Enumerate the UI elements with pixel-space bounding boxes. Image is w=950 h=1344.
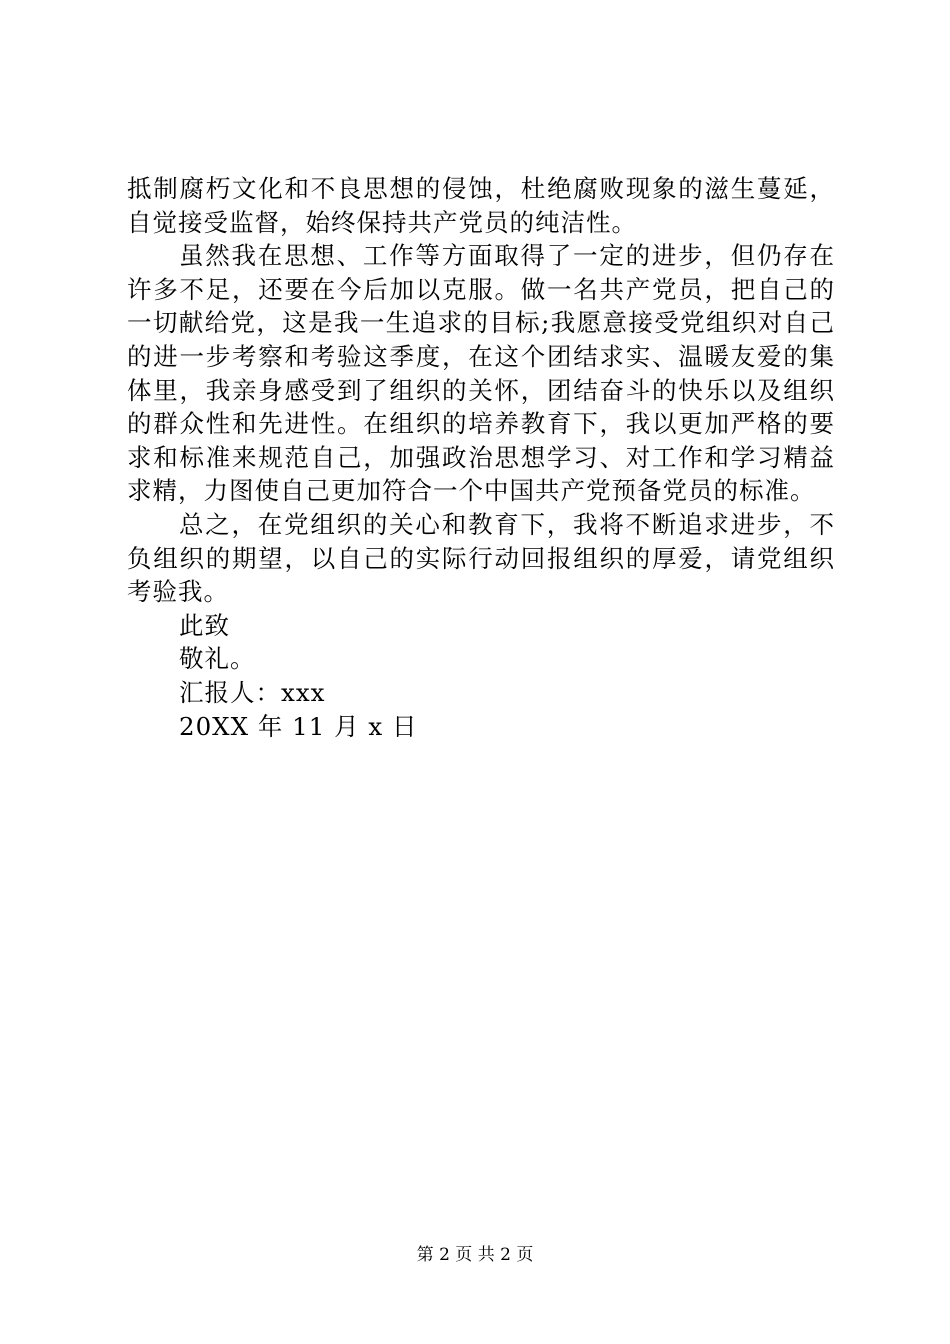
closing-salutation-2: 敬礼。 bbox=[179, 644, 256, 674]
reporter-signature: 汇报人：xxx bbox=[179, 677, 326, 707]
page-number: 第 2 页 共 2 页 bbox=[416, 1245, 534, 1265]
paragraph-progress: 虽然我在思想、工作等方面取得了一定的进步，但仍存在许多不足，还要在今后加以克服。做一名共产党员，把自己的一切献给党，这是我一生追求的目标;我愿意接受党组织对自己的进一步考察和考验这季度，在这个团结求实、温暖友爱的集体里，我亲身感受到了组织的关怀，团结奋斗的快乐以及组织的群众性和先进性。在组织的培养教育下，我以更加严格的要求和标准来规范自己，加强政治思想学习、对工作和学习精益求精，力图使自己更加符合一个中国共产党预备党员的标准。 bbox=[127, 241, 835, 506]
paragraph-continuation: 抵制腐朽文化和不良思想的侵蚀，杜绝腐败现象的滋生蔓延，自觉接受监督，始终保持共产党员的纯洁性。 bbox=[127, 174, 835, 237]
report-date: 20XX 年 11 月 x 日 bbox=[179, 711, 418, 741]
closing-salutation-1: 此致 bbox=[179, 610, 230, 640]
paragraph-conclusion: 总之，在党组织的关心和教育下，我将不断追求进步，不负组织的期望，以自己的实际行动回报组织的厚爱，请党组织考验我。 bbox=[127, 509, 835, 607]
page-footer bbox=[0, 1244, 950, 1266]
document-body bbox=[127, 172, 835, 743]
